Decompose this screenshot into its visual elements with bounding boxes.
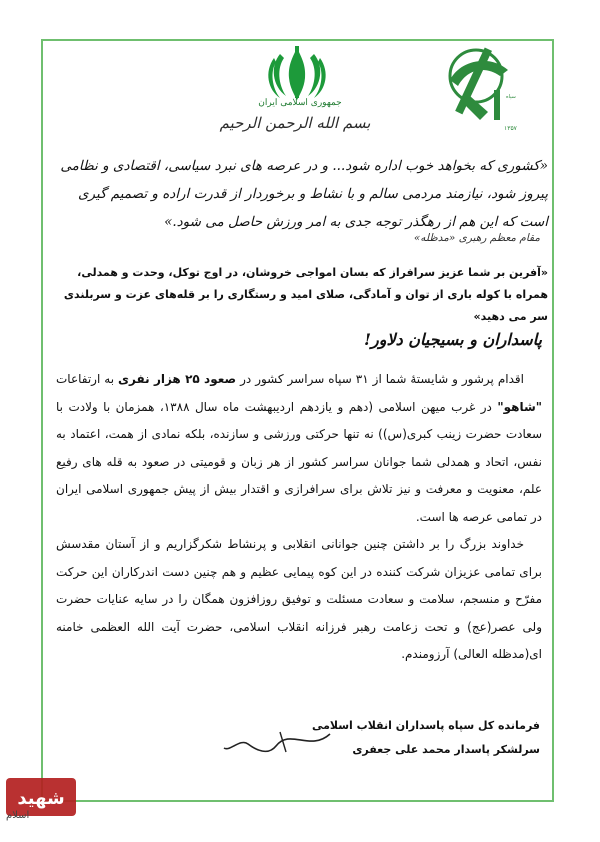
svg-text:سپاه: سپاه <box>506 94 516 100</box>
body-paragraph-1: اقدام پرشور و شایستهٔ شما از ۳۱ سپاه سراسر کشور در صعود ۲۵ هزار نفری به ارتفاعات "شاهو" در غرب میهن اسلامی (دهم و یازدهم اردیبهشت ماه سال ۱۳۸۸، همزمان با ولادت با سعادت حضرت زینب کبری(س)) نه تنها حرکتی ورزشی و سازنده، بلکه نمادی از همت، اعتماد به نفس، اتحاد و همدلی شما جوانان سراسر کشور از هر زبان و قومیتی در صعود به قله های رفیع علم، معنویت و معرفت و نیز تلاش برای سرافرازی و اقتدار بیش از پیش جمهوری اسلامی ایران در تمامی عرصه ها است. <box>56 372 542 524</box>
signature-block <box>260 714 540 762</box>
letter-body <box>56 366 542 669</box>
corps-year: ۱۳۵۷ <box>504 125 517 132</box>
watermark-text: شهید <box>17 788 65 809</box>
site-watermark-logo <box>0 770 92 842</box>
bismillah-heading: بسم الله الرحمن الرحیم <box>219 114 371 132</box>
signature-title: فرمانده کل سپاه پاسداران انقلاب اسلامی <box>311 719 540 732</box>
leader-quote: «کشوری که بخواهد خوب اداره شود... و در عرصه های نبرد سیاسی، اقتصادی و نظامی پیروز شود، نیازمند مردمی سالم و با نشاط و برخوردار از قدرت اراده و تصمیم گیری است که این هم از رهگذر توجه جدی به امر ورزش حاصل می شود.» <box>60 158 548 230</box>
quote-source: مقام معظم رهبری «مدظله» <box>413 232 540 244</box>
highlight-paragraph: «آفرین بر شما عزیز سرافراز که بسان امواجی خروشان، در اوج توکل، وحدت و همدلی، همراه با کوله باری از توان و آمادگی، صلای امید و رستگاری را بر قله‌های عزت و سربلندی سر می دهید» <box>63 266 548 323</box>
corps-emblem-icon <box>440 40 520 135</box>
salutation: پاسداران و بسیجیان دلاور! <box>364 330 542 349</box>
watermark-subtext: اسلام <box>6 810 30 821</box>
emblem-caption: جمهوری اسلامی ایران <box>258 98 342 108</box>
body-paragraph-2: خداوند بزرگ را بر داشتن چنین جوانانی انقلابی و پرنشاط شکرگزاریم و از آستان مقدسش برای تمامی عزیزان شرکت کننده در این کوه پیمایی عظیم و هم چنین دست اندرکاران این حرکت مفرّح و منسجم، سلامت و سعادت مسئلت و توفیق روزافزون همگان را در سایه عنایات حضرت ولی عصر(عج) و تحت زعامت رهبر فرزانه انقلاب اسلامی، حضرت آیت الله العظمی خامنه ای(مدظله العالی) آرزومندم. <box>56 537 542 661</box>
iran-emblem-icon <box>262 44 332 104</box>
signature-name: سرلشکر پاسدار محمد علی جعفری <box>352 743 540 756</box>
